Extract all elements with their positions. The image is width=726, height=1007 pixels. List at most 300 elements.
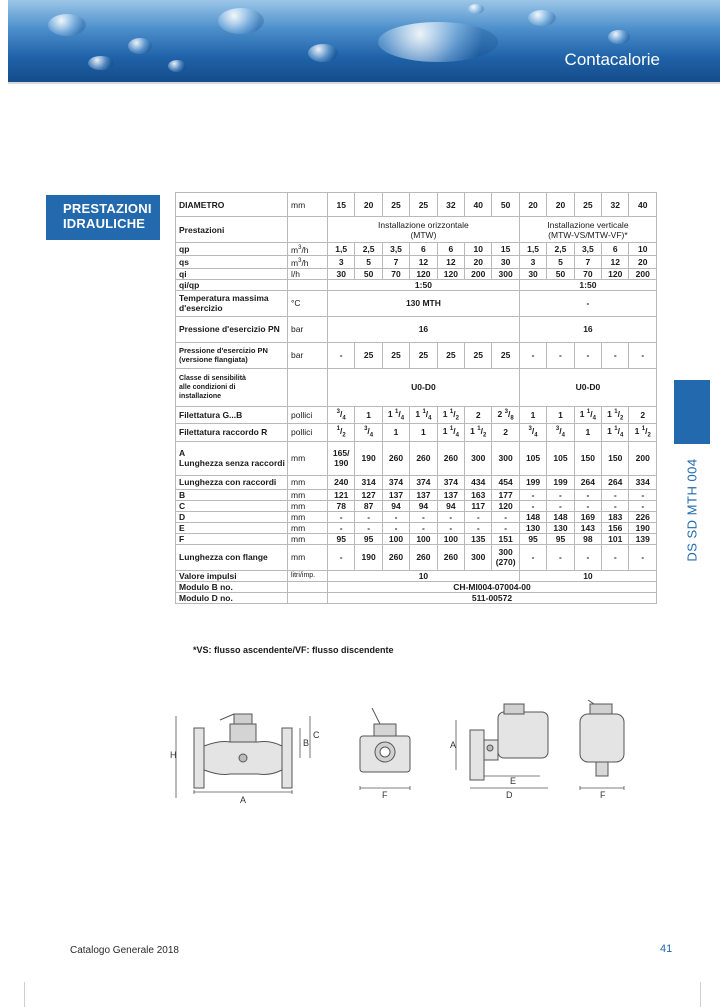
cell-vertical: U0-D0 — [519, 368, 656, 406]
cell: 120 — [410, 268, 437, 279]
header-banner — [8, 0, 720, 82]
row-label: Filettatura raccordo R — [176, 424, 288, 442]
label-h: H — [170, 750, 177, 760]
row-label: qp — [176, 243, 288, 256]
cell: 1 — [410, 424, 437, 442]
row-label-line: alle condizioni di — [179, 383, 236, 391]
cell: 300 — [465, 544, 492, 570]
cell: - — [547, 489, 574, 500]
cell: - — [547, 342, 574, 368]
cell: 300 — [492, 268, 519, 279]
row-label: E — [176, 522, 288, 533]
cell: - — [492, 522, 519, 533]
row-label: Lunghezza con flange — [176, 544, 288, 570]
cell-module-b: CH-MI004-07004-00 — [328, 581, 657, 592]
cell: 70 — [574, 268, 601, 279]
cell: 148 — [547, 511, 574, 522]
cell: 95 — [328, 533, 355, 544]
cell: 1 $^1/_2$ — [437, 406, 464, 424]
cell: 100 — [382, 533, 409, 544]
cell: - — [574, 544, 601, 570]
cell: - — [574, 500, 601, 511]
cell: 25 — [410, 342, 437, 368]
row-unit: pollici — [288, 406, 328, 424]
cell: 169 — [574, 511, 601, 522]
row-label-line: Lunghezza senza raccordi — [179, 458, 285, 469]
cell: 50 — [355, 268, 382, 279]
cell: - — [602, 500, 629, 511]
cell: 200 — [465, 268, 492, 279]
cell: 98 — [574, 533, 601, 544]
cell: - — [519, 489, 546, 500]
cell: 7 — [574, 255, 601, 268]
cell: 151 — [492, 533, 519, 544]
cell: 240 — [328, 475, 355, 489]
cell-vertical — [519, 217, 656, 243]
water-drop — [48, 14, 86, 36]
cell-horizontal: 130 MTH — [328, 290, 520, 316]
cell: 374 — [437, 475, 464, 489]
cell: - — [328, 511, 355, 522]
cell: 70 — [382, 268, 409, 279]
section-title — [46, 195, 160, 240]
row-label: Filettatura G...B — [176, 406, 288, 424]
row-unit: mm — [288, 475, 328, 489]
cell: 2 — [492, 424, 519, 442]
row-label: Valore impulsi — [176, 570, 288, 581]
cell: - — [465, 511, 492, 522]
cell: 1 — [519, 406, 546, 424]
row-unit: mm — [288, 511, 328, 522]
cell: 20 — [629, 255, 657, 268]
cell: 334 — [629, 475, 657, 489]
cell: - — [465, 522, 492, 533]
cell: - — [410, 511, 437, 522]
cell: 190 — [629, 522, 657, 533]
row-label-line: installazione — [179, 392, 222, 400]
cell: 101 — [602, 533, 629, 544]
vertical-install-label: Installazione verticale — [547, 219, 629, 230]
cell: 2 — [629, 406, 657, 424]
water-drop — [218, 8, 264, 34]
cell: 137 — [437, 489, 464, 500]
cell: 260 — [437, 441, 464, 475]
cell: $^3/_4$ — [547, 424, 574, 442]
cell: 1 $^1/_2$ — [465, 424, 492, 442]
cell: 94 — [410, 500, 437, 511]
table-row — [176, 290, 657, 316]
drawing-side-meter — [360, 708, 410, 772]
cell: - — [519, 342, 546, 368]
cell: 1 $^1/_2$ — [602, 406, 629, 424]
cell: 25 — [465, 342, 492, 368]
row-unit: $m^3/h$ — [288, 255, 328, 268]
row-label-line: A — [179, 448, 186, 459]
cell: 95 — [547, 533, 574, 544]
cell: 87 — [355, 500, 382, 511]
label-f-vertical: F — [600, 790, 606, 800]
table-row — [176, 592, 657, 603]
footnote: *VS: flusso ascendente/VF: flusso discendente — [193, 645, 394, 655]
cell: 1 — [574, 424, 601, 442]
cell: 374 — [382, 475, 409, 489]
cell: - — [355, 522, 382, 533]
cell: 260 — [410, 441, 437, 475]
cell: - — [629, 489, 657, 500]
table-row — [176, 533, 657, 544]
cell: 1,5 — [328, 243, 355, 256]
crop-mark — [24, 982, 25, 1007]
cell: - — [547, 544, 574, 570]
row-label: qi — [176, 268, 288, 279]
water-drop — [308, 44, 338, 62]
cell-horizontal: U0-D0 — [328, 368, 520, 406]
table-row — [176, 243, 657, 256]
cell: 25 — [492, 342, 519, 368]
cell: 260 — [437, 544, 464, 570]
cell: 1 $^1/_2$ — [629, 424, 657, 442]
table-row — [176, 255, 657, 268]
cell: 50 — [547, 268, 574, 279]
row-label: F — [176, 533, 288, 544]
cell: 78 — [328, 500, 355, 511]
cell: 3,5 — [382, 243, 409, 256]
table-row — [176, 475, 657, 489]
cell: 1 $^1/_4$ — [574, 406, 601, 424]
row-label: qi/qp — [176, 279, 288, 290]
table-row — [176, 544, 657, 570]
row-unit: $m^3/h$ — [288, 243, 328, 256]
cell: 40 — [629, 193, 657, 217]
row-unit — [288, 592, 328, 603]
row-unit: mm — [288, 544, 328, 570]
row-unit: mm — [288, 533, 328, 544]
cell: 143 — [574, 522, 601, 533]
cell: 15 — [492, 243, 519, 256]
cell: 1 $^1/_4$ — [410, 406, 437, 424]
water-drop — [468, 4, 484, 14]
cell: 15 — [328, 193, 355, 217]
row-unit — [288, 217, 328, 243]
drawing-vertical-meter — [470, 704, 548, 780]
cell-line: 190 — [334, 458, 349, 469]
cell: 10 — [465, 243, 492, 256]
row-label: Pressione d'esercizio PN — [176, 316, 288, 342]
cell: 226 — [629, 511, 657, 522]
cell: - — [602, 544, 629, 570]
row-label — [176, 441, 288, 475]
cell: - — [382, 511, 409, 522]
cell-horizontal: 10 — [328, 570, 520, 581]
cell: 260 — [382, 441, 409, 475]
cell: 190 — [355, 441, 382, 475]
table-row — [176, 342, 657, 368]
row-unit: °C — [288, 290, 328, 316]
row-label: D — [176, 511, 288, 522]
cell: $^3/_4$ — [328, 406, 355, 424]
cell: 6 — [602, 243, 629, 256]
cell: 150 — [574, 441, 601, 475]
page-number: 41 — [660, 943, 673, 955]
label-a-vertical: A — [450, 740, 457, 750]
cell: 130 — [519, 522, 546, 533]
cell-line: (270) — [495, 557, 516, 568]
cell: - — [629, 500, 657, 511]
cell: 260 — [410, 544, 437, 570]
cell: 25 — [382, 193, 409, 217]
row-label: Lunghezza con raccordi — [176, 475, 288, 489]
cell — [328, 441, 355, 475]
cell: - — [382, 522, 409, 533]
cell: $^3/_4$ — [355, 424, 382, 442]
label-d: D — [506, 790, 513, 800]
water-drop — [88, 56, 114, 70]
cell: - — [602, 342, 629, 368]
table-row — [176, 581, 657, 592]
cell: 314 — [355, 475, 382, 489]
cell: 6 — [410, 243, 437, 256]
row-unit: mm — [288, 441, 328, 475]
label-c: C — [313, 730, 320, 740]
row-label — [176, 342, 288, 368]
cell: - — [328, 544, 355, 570]
cell: 374 — [410, 475, 437, 489]
cell: 156 — [602, 522, 629, 533]
cell: 30 — [328, 268, 355, 279]
cell-horizontal: 1:50 — [328, 279, 520, 290]
cell: 20 — [519, 193, 546, 217]
cell: 5 — [547, 255, 574, 268]
cell: 7 — [382, 255, 409, 268]
cell: 94 — [437, 500, 464, 511]
cell: - — [519, 500, 546, 511]
cell: 95 — [355, 533, 382, 544]
section-title-line1: PRESTAZIONI — [63, 201, 152, 216]
cell: - — [519, 544, 546, 570]
cell: 199 — [547, 475, 574, 489]
cell: 32 — [602, 193, 629, 217]
cell: 6 — [437, 243, 464, 256]
cell: 94 — [382, 500, 409, 511]
cell: 130 — [547, 522, 574, 533]
cell: 177 — [492, 489, 519, 500]
label-b: B — [303, 738, 310, 748]
vertical-install-sub: (MTW-VS/MTW-VF)* — [548, 229, 628, 240]
cell: - — [547, 500, 574, 511]
table-row — [176, 217, 657, 243]
side-tab — [674, 380, 710, 444]
cell: 25 — [437, 342, 464, 368]
cell: 30 — [492, 255, 519, 268]
header-title: Contacalorie — [564, 50, 660, 69]
table-row — [176, 406, 657, 424]
cell: 454 — [492, 475, 519, 489]
drawing-vertical-side — [580, 700, 624, 776]
row-unit: bar — [288, 316, 328, 342]
cell: 30 — [519, 268, 546, 279]
cell: - — [355, 511, 382, 522]
row-label: B — [176, 489, 288, 500]
cell: 12 — [410, 255, 437, 268]
table-row — [176, 316, 657, 342]
cell-horizontal: 16 — [328, 316, 520, 342]
cell: 120 — [492, 500, 519, 511]
table-row — [176, 193, 657, 217]
cell-horizontal — [328, 217, 520, 243]
row-unit: mm — [288, 193, 328, 217]
label-a: A — [240, 795, 247, 805]
cell: - — [410, 522, 437, 533]
cell-vertical: - — [519, 290, 656, 316]
table-row — [176, 522, 657, 533]
cell: 434 — [465, 475, 492, 489]
cell: 121 — [328, 489, 355, 500]
table-row — [176, 424, 657, 442]
cell: 200 — [629, 268, 657, 279]
cell-vertical: 10 — [519, 570, 656, 581]
drawing-horizontal-meter — [194, 714, 292, 788]
row-label-line: Classe di sensibilità — [179, 374, 246, 382]
table-row — [176, 368, 657, 406]
cell: 25 — [410, 193, 437, 217]
side-document-code: DS SD MTH 004 — [684, 458, 700, 562]
cell: 148 — [519, 511, 546, 522]
row-label-line: (versione flangiata) — [179, 355, 248, 365]
cell: 264 — [574, 475, 601, 489]
cell: 1 — [547, 406, 574, 424]
label-e: E — [510, 776, 517, 786]
cell: 127 — [355, 489, 382, 500]
cell: 1 — [382, 424, 409, 442]
label-f: F — [382, 790, 388, 800]
cell: 3 — [519, 255, 546, 268]
cell: - — [328, 522, 355, 533]
table-row — [176, 489, 657, 500]
row-label: DIAMETRO — [176, 193, 288, 217]
header-divider — [8, 82, 720, 84]
cell: 117 — [465, 500, 492, 511]
cell: - — [602, 489, 629, 500]
cell: 32 — [437, 193, 464, 217]
cell: 2,5 — [355, 243, 382, 256]
cell: 40 — [465, 193, 492, 217]
row-unit: mm — [288, 500, 328, 511]
row-unit: l/h — [288, 268, 328, 279]
row-label: Modulo D no. — [176, 592, 288, 603]
footer-catalog: Catalogo Generale 2018 — [70, 945, 179, 956]
row-unit: bar — [288, 342, 328, 368]
horizontal-install-sub: (MTW) — [410, 229, 437, 240]
cell: 100 — [437, 533, 464, 544]
row-unit — [288, 279, 328, 290]
cell: 120 — [602, 268, 629, 279]
cell: - — [574, 489, 601, 500]
cell: 135 — [465, 533, 492, 544]
cell: 1 $^1/_4$ — [437, 424, 464, 442]
technical-drawings — [160, 700, 640, 820]
cell: 183 — [602, 511, 629, 522]
cell: 200 — [629, 441, 657, 475]
row-unit: pollici — [288, 424, 328, 442]
cell: 150 — [602, 441, 629, 475]
cell: - — [629, 544, 657, 570]
cell: 163 — [465, 489, 492, 500]
cell: 25 — [382, 342, 409, 368]
row-label: Modulo B no. — [176, 581, 288, 592]
row-label: Temperatura massima d'esercizio — [176, 290, 288, 316]
cell: 300 — [465, 441, 492, 475]
crop-mark — [700, 982, 701, 1007]
table-row — [176, 279, 657, 290]
row-unit — [288, 368, 328, 406]
cell-module-d: 511-00572 — [328, 592, 657, 603]
cell: - — [437, 511, 464, 522]
water-drop — [378, 22, 498, 62]
cell: 3 — [328, 255, 355, 268]
section-title-line2: IDRAULICHE — [63, 216, 146, 231]
horizontal-install-label: Installazione orizzontale — [378, 219, 469, 230]
cell: 105 — [547, 441, 574, 475]
cell-line: 300 — [498, 547, 513, 558]
row-label: C — [176, 500, 288, 511]
water-drop — [128, 38, 152, 54]
cell: 300 — [492, 441, 519, 475]
table-row — [176, 570, 657, 581]
cell: 2 — [465, 406, 492, 424]
cell: - — [629, 342, 657, 368]
cell: 264 — [602, 475, 629, 489]
cell: - — [574, 342, 601, 368]
cell: 10 — [629, 243, 657, 256]
water-drop — [168, 60, 186, 72]
cell-vertical: 1:50 — [519, 279, 656, 290]
cell: - — [328, 342, 355, 368]
water-drop — [528, 10, 556, 26]
cell: 5 — [355, 255, 382, 268]
cell-vertical: 16 — [519, 316, 656, 342]
cell: 2 $^3/_8$ — [492, 406, 519, 424]
cell: 95 — [519, 533, 546, 544]
cell: - — [492, 511, 519, 522]
cell: 1,5 — [519, 243, 546, 256]
cell: 20 — [355, 193, 382, 217]
table-row — [176, 268, 657, 279]
cell: 139 — [629, 533, 657, 544]
cell: 12 — [602, 255, 629, 268]
cell: 1 $^1/_4$ — [382, 406, 409, 424]
cell: 120 — [437, 268, 464, 279]
cell: 2,5 — [547, 243, 574, 256]
row-unit — [288, 581, 328, 592]
cell: 25 — [355, 342, 382, 368]
cell: 137 — [382, 489, 409, 500]
spec-table — [175, 192, 657, 604]
row-label — [176, 368, 288, 406]
cell: - — [437, 522, 464, 533]
cell: 190 — [355, 544, 382, 570]
cell: 20 — [465, 255, 492, 268]
cell: 25 — [574, 193, 601, 217]
cell: $^3/_4$ — [519, 424, 546, 442]
cell: 3,5 — [574, 243, 601, 256]
row-label-line: Pressione d'esercizio PN — [179, 346, 268, 356]
cell: 50 — [492, 193, 519, 217]
table-row — [176, 511, 657, 522]
row-unit: mm — [288, 489, 328, 500]
cell: 137 — [410, 489, 437, 500]
row-label: Prestazioni — [176, 217, 288, 243]
cell: 1 $^1/_4$ — [602, 424, 629, 442]
